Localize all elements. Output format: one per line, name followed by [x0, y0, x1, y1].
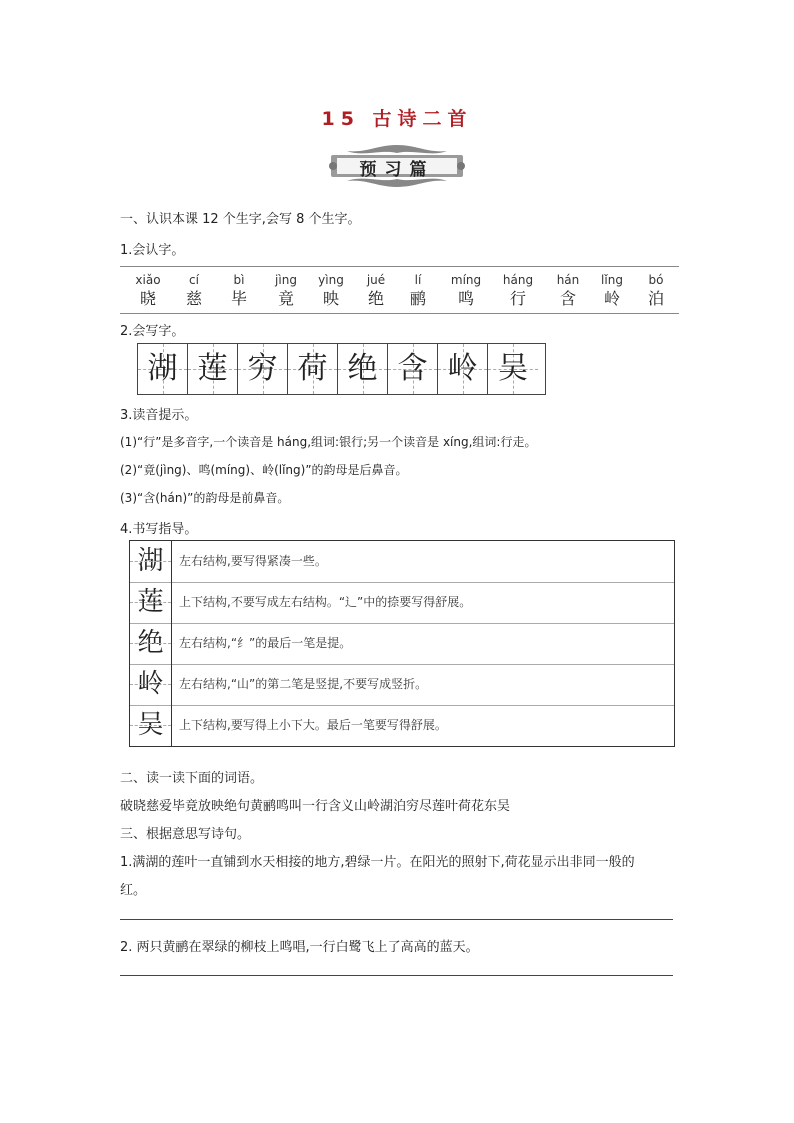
recognize-item [634, 267, 678, 309]
guide-row [130, 541, 674, 583]
grid-char: 穷 [247, 351, 278, 386]
hanzi: 晓 [139, 289, 156, 308]
recognize-item [309, 267, 353, 309]
grid-char: 吴 [498, 351, 528, 386]
word-list: 破晓慈爱毕竟放映绝句黄鹂鸣叫一行含义山岭湖泊穷尽莲叶荷花东吴 [120, 799, 511, 814]
pinyin: háng [502, 273, 534, 287]
guide-row [130, 582, 674, 624]
pinyin: cí [189, 273, 199, 287]
grid-cell [238, 344, 288, 394]
hanzi: 含 [559, 289, 576, 308]
pronunciation-tip: (1)“行”是多音字,一个读音是 háng,组词:银行;另一个读音是 xíng,组词:行走。 [120, 435, 537, 449]
writing-guide-table [129, 540, 675, 747]
guide-text: 左右结构,要写得紧凑一些。 [179, 554, 327, 568]
pinyin: yìng [318, 273, 344, 287]
section2-heading: 二、读一读下面的词语。 [120, 771, 264, 786]
guide-char-text: 吴 [137, 710, 164, 740]
pinyin: bì [233, 273, 245, 287]
hanzi: 鹂 [409, 289, 426, 308]
grid-cell [488, 344, 538, 394]
grid-cell [188, 344, 238, 394]
guide-char [130, 582, 172, 623]
pinyin: lǐng [601, 273, 623, 287]
hanzi: 映 [322, 289, 339, 308]
grid-char: 莲 [197, 351, 228, 386]
pinyin: lí [414, 273, 422, 287]
guide-char-text: 绝 [137, 628, 164, 658]
recognize-item [444, 267, 488, 309]
pinyin: xiǎo [135, 273, 161, 287]
question-1-text: 1.满湖的莲叶一直铺到水天相接的地方,碧绿一片。在阳光的照射下,荷花显示出非同一般的 [120, 855, 635, 870]
recognize-item [217, 267, 261, 309]
hanzi: 绝 [367, 289, 384, 308]
banner-label: 预习篇 [359, 160, 435, 180]
pronunciation-label: 3.读音提示。 [120, 408, 198, 423]
guide-text: 上下结构,要写得上小下大。最后一笔要写得舒展。 [179, 718, 447, 732]
question-2-text: 2. 两只黄鹂在翠绿的柳枝上鸣唱,一行白鹭飞上了高高的蓝天。 [120, 940, 479, 955]
grid-cell [438, 344, 488, 394]
guide-char [130, 623, 172, 664]
guide-text: 左右结构,“山”的第二笔是竖提,不要写成竖折。 [179, 677, 428, 691]
grid-cell [338, 344, 388, 394]
pronunciation-tip: (3)“含(hán)”的韵母是前鼻音。 [120, 491, 290, 505]
write-label: 2.会写字。 [120, 324, 185, 339]
recognize-label: 1.会认字。 [120, 243, 185, 258]
grid-char: 湖 [147, 351, 178, 386]
section3-heading: 三、根据意思写诗句。 [120, 827, 251, 842]
section1-heading: 一、认识本课 12 个生字,会写 8 个生字。 [120, 212, 361, 227]
question-1-text-cont: 红。 [120, 883, 147, 898]
answer-line-2[interactable] [120, 975, 673, 976]
guide-row [130, 705, 674, 746]
pinyin: míng [450, 273, 482, 287]
pronunciation-tip: (2)“竟(jìng)、鸣(míng)、岭(lǐng)”的韵母是后鼻音。 [120, 463, 408, 477]
hanzi: 鸣 [457, 289, 474, 308]
guide-char [130, 664, 172, 705]
recognize-table [120, 266, 679, 314]
recognize-item [396, 267, 440, 309]
guide-text: 左右结构,“纟”的最后一笔是提。 [179, 636, 352, 650]
answer-line-1[interactable] [120, 919, 673, 920]
grid-char: 含 [397, 351, 428, 386]
grid-char: 荷 [297, 351, 328, 386]
hanzi: 慈 [185, 289, 202, 308]
grid-char: 岭 [447, 351, 478, 386]
grid-cell [388, 344, 438, 394]
recognize-item [172, 267, 216, 309]
grid-cell [138, 344, 188, 394]
recognize-item [546, 267, 590, 309]
hanzi: 竟 [277, 289, 294, 308]
guide-char [130, 705, 172, 746]
grid-cell [288, 344, 338, 394]
hanzi: 行 [509, 289, 526, 308]
guide-row [130, 664, 674, 706]
hanzi: 泊 [647, 289, 664, 308]
grid-char: 绝 [347, 351, 378, 386]
lesson-title: 15 古诗二首 [321, 108, 473, 130]
recognize-item [126, 267, 170, 309]
guide-char-text: 湖 [137, 546, 164, 576]
recognize-item [354, 267, 398, 309]
guide-row [130, 623, 674, 665]
hanzi: 毕 [230, 289, 247, 308]
writing-guide-label: 4.书写指导。 [120, 522, 198, 537]
recognize-item [264, 267, 308, 309]
pinyin: bó [648, 273, 664, 287]
pinyin: jìng [275, 273, 297, 287]
guide-char-text: 岭 [137, 669, 164, 699]
pinyin: jué [366, 273, 386, 287]
guide-char-text: 莲 [137, 587, 164, 617]
recognize-item [590, 267, 634, 309]
recognize-item [496, 267, 540, 309]
writing-grid [137, 343, 546, 395]
pinyin: hán [556, 273, 580, 287]
hanzi: 岭 [603, 289, 620, 308]
guide-text: 上下结构,不要写成左右结构。“辶”中的捺要写得舒展。 [179, 595, 472, 609]
guide-char [130, 541, 172, 582]
